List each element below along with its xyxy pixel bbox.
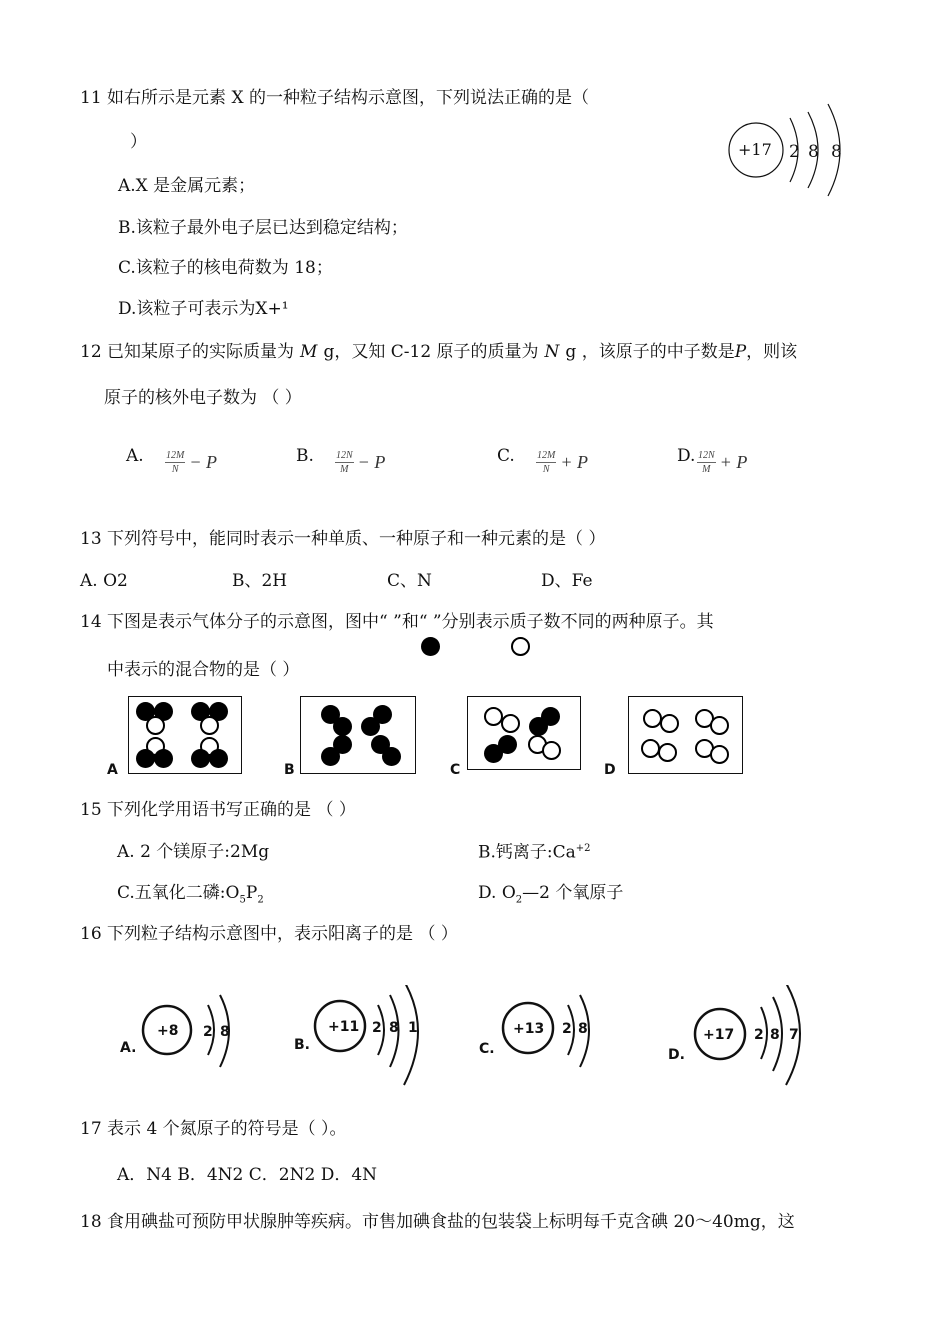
q11-option-d: D.该粒子可表示为X+¹ bbox=[118, 299, 289, 319]
fraction-operator: − P bbox=[189, 452, 217, 472]
q15-option-c bbox=[117, 885, 264, 905]
q12-line2: 原子的核外电子数为 （ ） bbox=[104, 388, 302, 408]
fraction-operator: + P bbox=[560, 452, 588, 472]
q12-var-n: N bbox=[544, 342, 560, 362]
q16-label-a: A. bbox=[120, 1040, 137, 1056]
q14-stem: 14 下图是表示气体分子的示意图，图中“ ”和“ ”分别表示质子数不同的两种原子。其 bbox=[80, 612, 714, 632]
q16-label-b: B. bbox=[294, 1037, 310, 1053]
hollow-atom-legend-icon bbox=[511, 637, 530, 656]
fraction-numerator: 12N bbox=[336, 450, 353, 461]
q16-a-nucleus: +8 bbox=[157, 1023, 179, 1039]
q16-a-shell-2: 8 bbox=[220, 1024, 230, 1040]
q11-option-a: A.X 是金属元素； bbox=[118, 176, 256, 196]
q17-options: A．N4 B．4N2 C．2N2 D．4N bbox=[117, 1165, 378, 1185]
q15-option-d-post: —2 个氧原子 bbox=[522, 883, 624, 903]
q16-diagrams bbox=[120, 985, 920, 1095]
q12-stem-d: ，则该 bbox=[746, 342, 798, 362]
q12-var-p: P bbox=[734, 342, 747, 362]
q13-option-d: D、Fe bbox=[541, 571, 593, 591]
q12-stem-b: g，又知 C-12 原子的质量为 bbox=[323, 342, 539, 362]
q15-option-c-sub2: 2 bbox=[257, 894, 264, 906]
q11-stem: 11 如右所示是元素 X 的一种粒子结构示意图，下列说法正确的是（ bbox=[80, 88, 589, 108]
q14-label-a: A bbox=[107, 762, 118, 778]
q15-option-c-mid: P bbox=[245, 883, 258, 903]
q11-option-c: C.该粒子的核电荷数为 18； bbox=[118, 258, 333, 278]
q15-option-d bbox=[478, 885, 623, 905]
q12-stem bbox=[80, 344, 797, 361]
q14-box-c bbox=[467, 696, 581, 770]
fraction-operator: − P bbox=[357, 452, 386, 472]
q16-label-c: C. bbox=[479, 1041, 495, 1057]
fraction-numerator: 12M bbox=[537, 450, 556, 461]
q13-stem: 13 下列符号中，能同时表示一种单质、一种原子和一种元素的是（ ） bbox=[80, 529, 606, 549]
q16-a-shell-1: 2 bbox=[203, 1024, 213, 1040]
q16-b-shell-2: 8 bbox=[389, 1020, 399, 1036]
q11-option-b: B.该粒子最外电子层已达到稳定结构； bbox=[118, 218, 408, 238]
q12-option-c-label: C. bbox=[497, 446, 515, 466]
q12-option-d-formula bbox=[697, 450, 747, 475]
q12-option-b-formula bbox=[335, 450, 385, 475]
q12-stem-c: g ，该原子的中子数是 bbox=[565, 342, 735, 362]
q12-option-b-label: B. bbox=[296, 446, 314, 466]
q14-box-a bbox=[128, 696, 242, 774]
q16-label-d: D. bbox=[668, 1047, 685, 1063]
q12-option-a-formula bbox=[165, 450, 217, 475]
q12-option-c-formula bbox=[536, 450, 588, 475]
q13-option-c: C、N bbox=[387, 571, 432, 591]
q12-option-a-label: A. bbox=[126, 446, 144, 466]
q16-d-shell-1: 2 bbox=[754, 1027, 764, 1043]
q11-shell-2: 8 bbox=[808, 142, 819, 162]
q16-b-shell-3: 1 bbox=[408, 1020, 418, 1036]
q17-stem: 17 表示 4 个氮原子的符号是（ ）。 bbox=[80, 1119, 347, 1139]
q15-option-b-sup: +2 bbox=[575, 843, 591, 854]
q16-d-nucleus: +17 bbox=[703, 1027, 735, 1043]
fraction-numerator: 12N bbox=[698, 450, 715, 461]
q15-option-b-text: B.钙离子:Ca bbox=[478, 842, 576, 863]
q16-c-nucleus: +13 bbox=[513, 1021, 545, 1037]
q16-b-shell-1: 2 bbox=[372, 1020, 382, 1036]
q15-option-c-pre: C.五氧化二磷:O bbox=[117, 883, 240, 903]
q14-label-c: C bbox=[450, 762, 461, 778]
q13-option-a: A. O2 bbox=[80, 571, 128, 591]
fraction-denominator: M bbox=[702, 464, 711, 475]
q18-stem: 18 食用碘盐可预防甲状腺肿等疾病。市售加碘食盐的包装袋上标明每千克含碘 20～40mg，这 bbox=[80, 1212, 795, 1232]
q15-option-b bbox=[478, 844, 591, 862]
fraction-operator: + P bbox=[719, 452, 748, 472]
fraction-denominator: N bbox=[542, 464, 550, 475]
q12-var-m: M bbox=[300, 342, 318, 362]
q16-c-shell-1: 2 bbox=[562, 1021, 572, 1037]
q14-box-d bbox=[628, 696, 743, 774]
q14-box-b bbox=[300, 696, 416, 774]
q15-option-d-pre: D. O bbox=[478, 883, 516, 903]
q14-label-b: B bbox=[284, 762, 295, 778]
q15-option-a: A. 2 个镁原子:2Mg bbox=[117, 842, 270, 862]
q15-stem: 15 下列化学用语书写正确的是 （ ） bbox=[80, 800, 356, 820]
q14-line2: 中表示的混合物的是（ ） bbox=[107, 660, 300, 680]
q15-option-d-sub: 2 bbox=[515, 894, 523, 906]
q14-label-d: D bbox=[604, 762, 616, 778]
q16-d-shell-2: 8 bbox=[770, 1027, 780, 1043]
q11-shell-1: 2 bbox=[789, 142, 800, 162]
q11-shell-3: 8 bbox=[831, 142, 842, 162]
q13-option-b: B、2H bbox=[232, 571, 288, 591]
q16-d-shell-3: 7 bbox=[789, 1027, 799, 1043]
q11-paren: ） bbox=[130, 132, 147, 152]
q11-nucleus-label: +17 bbox=[738, 140, 772, 159]
q16-b-nucleus: +11 bbox=[328, 1019, 360, 1035]
fraction-denominator: M bbox=[340, 464, 349, 475]
q12-option-d-label: D. bbox=[677, 446, 696, 466]
q12-stem-a: 12 已知某原子的实际质量为 bbox=[80, 342, 295, 362]
fraction-numerator: 12M bbox=[166, 450, 185, 461]
q16-c-shell-2: 8 bbox=[578, 1021, 588, 1037]
fraction-denominator: N bbox=[171, 464, 179, 475]
q15-option-c-sub1: 5 bbox=[239, 894, 246, 906]
filled-atom-legend-icon bbox=[421, 637, 440, 656]
q16-stem: 16 下列粒子结构示意图中，表示阳离子的是 （ ） bbox=[80, 924, 458, 944]
